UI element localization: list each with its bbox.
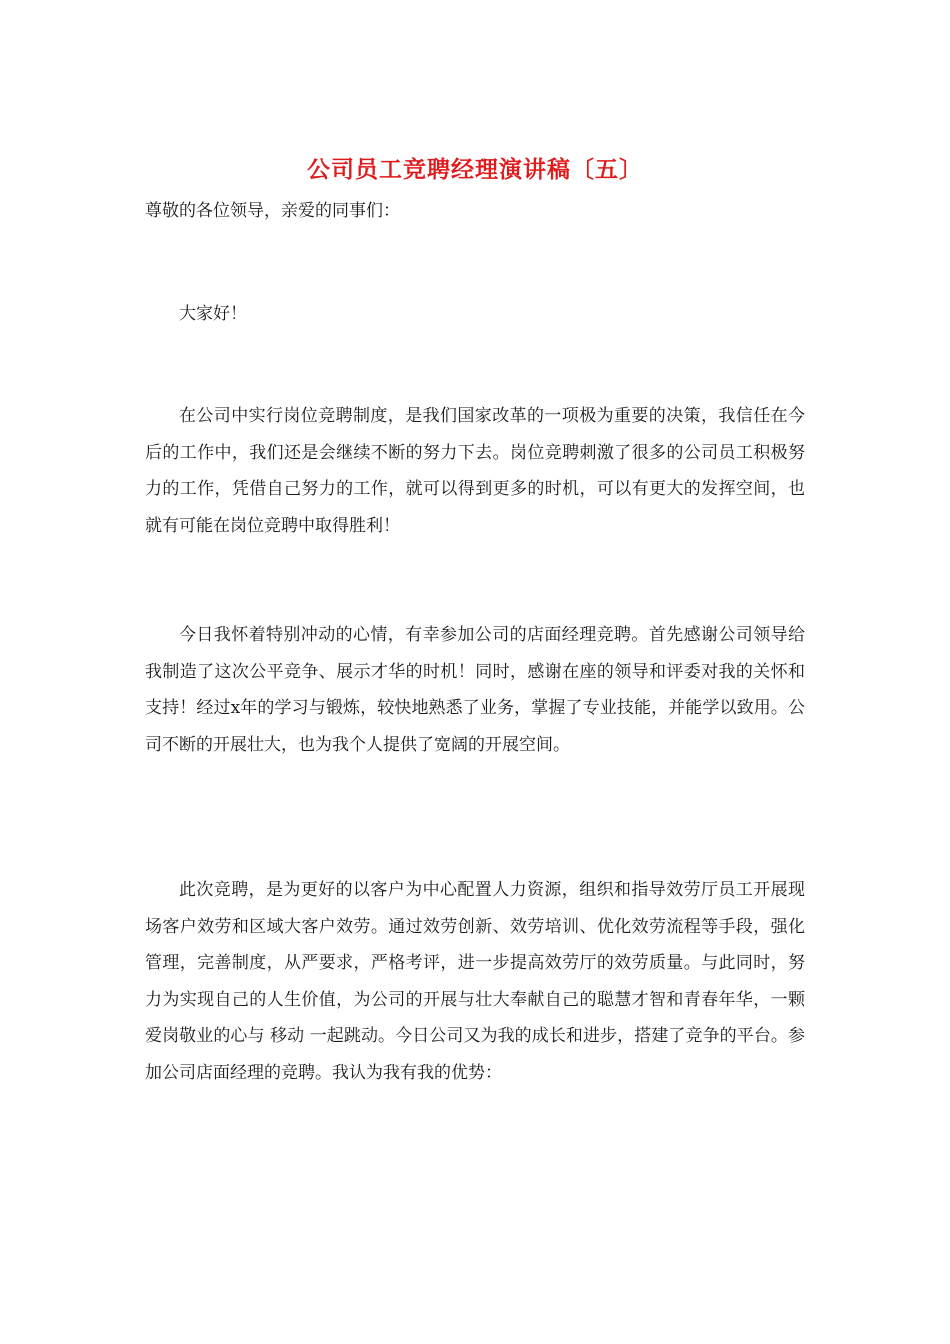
body-paragraph-1: 在公司中实行岗位竞聘制度，是我们国家改革的一项极为重要的决策，我信任在今后的工作中，我们还是会继续不断的努力下去。岗位竞聘刺激了很多的公司员工积极努力的工作，凭借自己努力的工作，就可以得到更多的时机，可以有更大的发挥空间，也就有可能在岗位竞聘中取得胜利！ — [145, 406, 805, 536]
document-title: 公司员工竞聘经理演讲稿〔五〕 — [307, 156, 643, 183]
body-paragraph-2: 今日我怀着特别冲动的心情，有幸参加公司的店面经理竞聘。首先感谢公司领导给我制造了这次公平竞争、展示才华的时机！同时，感谢在座的领导和评委对我的关怀和支持！经过x年的学习与锻炼，较快地熟悉了业务，掌握了专业技能，并能学以致用。公司不断的开展壮大，也为我个人提供了宽阔的开展空间。 — [145, 625, 805, 755]
greeting-paragraph: 大家好！ — [179, 304, 247, 324]
body-paragraph-3: 此次竞聘，是为更好的以客户为中心配置人力资源，组织和指导效劳厅员工开展现场客户效劳和区域大客户效劳。通过效劳创新、效劳培训、优化效劳流程等手段，强化管理，完善制度，从严要求，严格考评，进一步提高效劳厅的效劳质量。与此同时，努力为实现自己的人生价值，为公司的开展与壮大奉献自己的聪慧才智和青春年华，一颗爱岗敬业的心与 移动 一起跳动。今日公司又为我的成长和进步，搭建了竞争的平台。参加公司店面经理的竞聘。我认为我有我的优势： — [145, 880, 805, 1083]
salutation: 尊敬的各位领导，亲爱的同事们： — [145, 201, 400, 221]
